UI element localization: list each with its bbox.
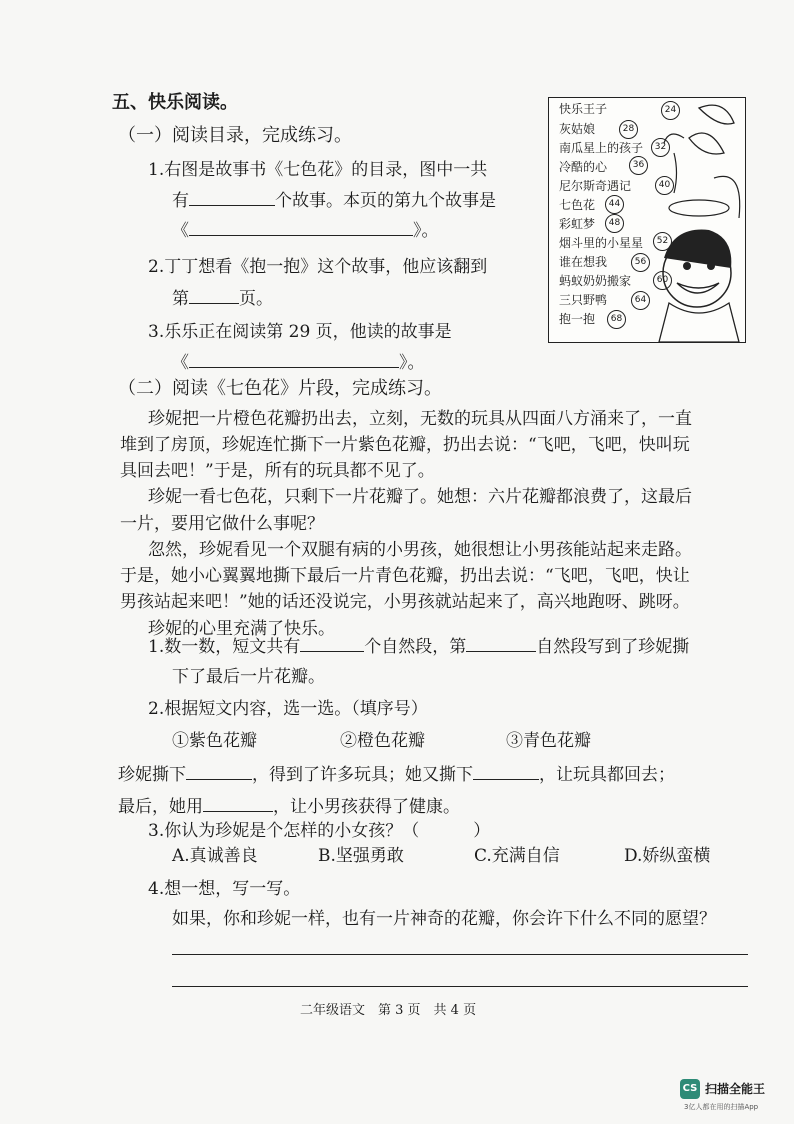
- q2-prompt: 2.根据短文内容，选一选。（填序号）: [148, 699, 428, 719]
- toc-page: 36: [629, 156, 648, 175]
- p1-q2-line1: 2.丁丁想看《抱一抱》这个故事，他应该翻到: [148, 257, 488, 277]
- q2-sentence-2: 最后，她用 ，让小男孩获得了健康。: [118, 797, 460, 817]
- q2-blank-1[interactable]: [186, 778, 252, 780]
- toc-item: 冷酷的心: [559, 160, 608, 174]
- passage-p2-line2: 一片，要用它做什么事呢？: [120, 514, 324, 534]
- toc-page: 64: [631, 291, 650, 310]
- passage-p2-line1: 珍妮一看七色花，只剩下一片花瓣了。她想：六片花瓣都浪费了，这最后: [148, 487, 692, 507]
- q2-option-3: ③青色花瓣: [506, 731, 591, 751]
- toc-item: 烟斗里的小星星: [559, 236, 644, 250]
- q2-option-2: ②橙色花瓣: [340, 731, 425, 751]
- part1-heading: （一）阅读目录，完成练习。: [118, 125, 352, 146]
- q4-question: 如果，你和珍妮一样，也有一片神奇的花瓣，你会许下什么不同的愿望？: [172, 909, 716, 929]
- toc-page: 60: [653, 271, 672, 290]
- passage-p1-line3: 具回去吧！”于是，所有的玩具都不见了。: [120, 461, 435, 481]
- passage-p1-line1: 珍妮把一片橙色花瓣扔出去，立刻，无数的玩具从四面八方涌来了，一直: [148, 409, 692, 429]
- q2-blank-2[interactable]: [473, 778, 539, 780]
- p1-q1-line2: 有 个故事。本页的第九个故事是: [172, 191, 496, 211]
- passage-p3-line3: 男孩站起来吧！”她的话还没说完，小男孩就站起来了，高兴地跑呀、跳呀。: [120, 592, 690, 612]
- toc-item: 彩虹梦: [559, 217, 596, 231]
- p1-q2-line2: 第 页。: [172, 289, 273, 309]
- toc-item: 抱一抱: [559, 312, 596, 326]
- q3-prompt: 3.你认为珍妮是个怎样的小女孩？（ ）: [148, 821, 491, 841]
- part2-heading: （二）阅读《七色花》片段，完成练习。: [118, 378, 442, 399]
- q4-answer-line-1[interactable]: [172, 954, 748, 955]
- toc-page: 52: [653, 232, 672, 251]
- q4-answer-line-2[interactable]: [172, 986, 748, 987]
- q1-line1: 1.数一数，短文共有 个自然段，第 自然段写到了珍妮撕: [148, 637, 690, 657]
- toc-page: 24: [661, 101, 680, 120]
- section-title: 五、快乐阅读。: [112, 92, 238, 113]
- toc-item: 灰姑娘: [559, 122, 596, 136]
- q1-count-blank[interactable]: [300, 650, 364, 652]
- toc-illustration: [548, 97, 746, 343]
- page-footer: 二年级语文 第 3 页 共 4 页: [300, 1003, 477, 1018]
- passage-p1-line2: 堆到了房顶，珍妮连忙撕下一片紫色花瓣，扔出去说：“飞吧，飞吧，快叫玩: [120, 435, 690, 455]
- toc-item: 尼尔斯奇遇记: [559, 179, 632, 193]
- p1-q1-line1: 1.右图是故事书《七色花》的目录，图中一共: [148, 160, 488, 180]
- toc-page: 68: [607, 310, 626, 329]
- toc-page: 56: [631, 253, 650, 272]
- toc-item: 南瓜星上的孩子: [559, 141, 644, 155]
- p1-q3-line1: 3.乐乐正在阅读第 29 页，他读的故事是: [148, 322, 452, 342]
- passage-p4: 珍妮的心里充满了快乐。: [148, 619, 335, 639]
- passage-p3-line1: 忽然，珍妮看见一个双腿有病的小男孩，她很想让小男孩能站起来走路。: [148, 540, 692, 560]
- q2-blank-3[interactable]: [203, 810, 273, 812]
- q1-line2: 下了最后一片花瓣。: [172, 667, 325, 687]
- p1-q3-line2: 《 》。: [172, 353, 425, 373]
- q3-choice-a: A.真诚善良: [172, 846, 258, 866]
- p1-q1-title-blank[interactable]: [189, 234, 413, 236]
- q3-choice-c: C.充满自信: [474, 846, 560, 866]
- q3-choice-d: D.娇纵蛮横: [624, 846, 711, 866]
- toc-item: 蚂蚁奶奶搬家: [559, 274, 632, 288]
- q3-choice-b: B.坚强勇敢: [318, 846, 404, 866]
- watermark-brand: 扫描全能王: [705, 1082, 766, 1096]
- toc-item: 七色花: [559, 198, 596, 212]
- toc-page: 48: [605, 214, 624, 233]
- toc-page: 44: [605, 195, 624, 214]
- q1-paragraph-blank[interactable]: [466, 650, 536, 652]
- passage-p3-line2: 于是，她小心翼翼地撕下最后一片青色花瓣，扔出去说：“飞吧，飞吧，快让: [120, 566, 690, 586]
- toc-page: 28: [619, 120, 638, 139]
- q4-prompt: 4.想一想，写一写。: [148, 879, 301, 899]
- watermark-sub: 3亿人都在用的扫描App: [684, 1103, 759, 1111]
- q2-option-1: ①紫色花瓣: [172, 731, 257, 751]
- toc-page: 40: [655, 176, 674, 195]
- toc-page: 32: [651, 138, 670, 157]
- toc-item: 三只野鸭: [559, 293, 608, 307]
- q2-sentence-1: 珍妮撕下 ，得到了许多玩具；她又撕下 ，让玩具都回去；: [118, 765, 675, 785]
- toc-item: 谁在想我: [559, 255, 608, 269]
- p1-q3-title-blank[interactable]: [189, 366, 399, 368]
- p1-q1-line3: 《 》。: [172, 221, 439, 241]
- p1-q1-answer-blank[interactable]: [189, 204, 275, 206]
- toc-item: 快乐王子: [559, 102, 608, 116]
- cs-logo-icon: CS: [680, 1079, 700, 1099]
- p1-q2-page-blank[interactable]: [189, 302, 239, 304]
